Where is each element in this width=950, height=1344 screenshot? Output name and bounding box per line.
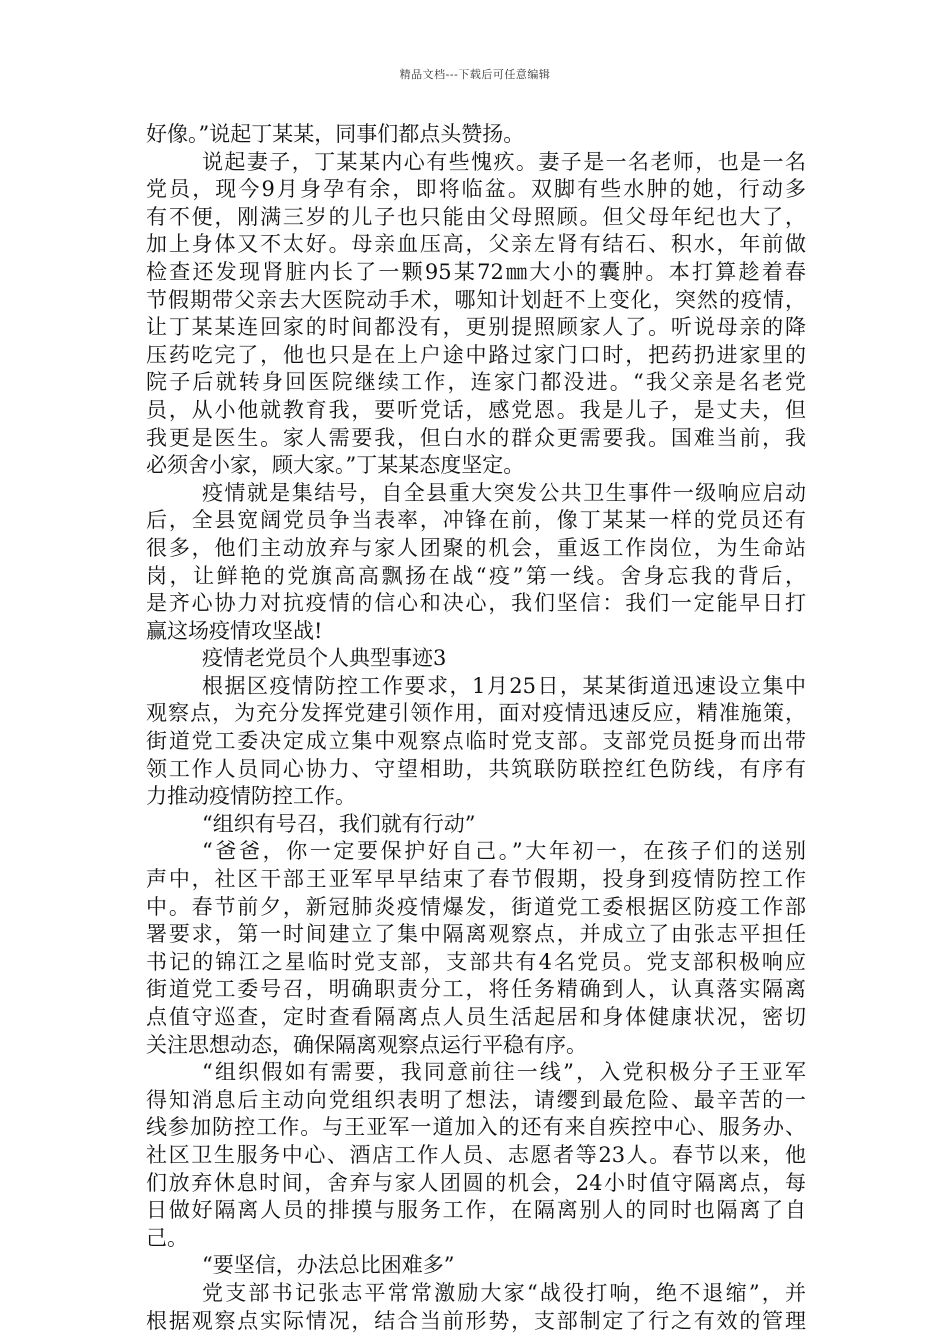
text-line: 街道党工委号召，明确职责分工，将任务精确到人，认真落实隔离 [146,977,806,1002]
text-line: 街道党工委决定成立集中观察点临时党支部。支部党员挺身而出带 [146,729,806,754]
text-line: “组织有号召，我们就有行动” [202,811,476,836]
text-line: 观察点，为充分发挥党建引领作用，面对疫情迅速反应，精准施策， [146,701,806,726]
text-line: 后，全县宽阔党员争当表率，冲锋在前，像丁某某一样的党员还有 [146,508,806,533]
text-line: 们放弃休息时间，舍弃与家人团圆的机会，24小时值守隔离点，每 [146,1170,806,1195]
text-line: 压药吃完了，他也只是在上户途中路过家门口时，把药扔进家里的 [146,342,806,367]
text-line: 线参加防控工作。与王亚军一道加入的还有来自疾控中心、服务办、 [146,1115,806,1140]
text-line: 根据观察点实际情况，结合当前形势，支部制定了行之有效的管理 [146,1308,806,1333]
text-line: 有不便，刚满三岁的儿子也只能由父母照顾。但父母年纪也大了， [146,204,806,229]
text-line: 节假期带父亲去大医院动手术，哪知计划赶不上变化，突然的疫情， [146,287,806,312]
text-line: 员，从小他就教育我，要听党话，感党恩。我是儿子，是丈夫，但 [146,397,806,422]
text-line: 疫情老党员个人典型事迹3 [202,646,447,671]
text-line: 点值守巡查，定时查看隔离点人员生活起居和身体健康状况，密切 [146,1005,806,1029]
document-body [146,121,806,1335]
text-line: 根据区疫情防控工作要求，1月25日，某某街道迅速设立集中 [202,673,806,698]
text-line: 己。 [146,1225,188,1250]
text-line: 检查还发现肾脏内长了一颗95某72㎜大小的囊肿。本打算趁着春 [146,259,806,284]
text-line: 声中，社区干部王亚军早早结束了春节假期，投身到疫情防控工作 [146,867,806,892]
text-line: 是齐心协力对抗疫情的信心和决心，我们坚信：我们一定能早日打 [146,591,806,616]
page-header: 精品文档---下载后可任意编辑 [399,68,551,81]
text-line: 党员，现今9月身孕有余，即将临盆。双脚有些水肿的她，行动多 [146,177,806,202]
text-line: 好像。”说起丁某某，同事们都点头赞扬。 [146,122,525,146]
text-line: 很多，他们主动放弃与家人团聚的机会，重返工作岗位，为生命站 [146,535,806,560]
text-line: 加上身体又不太好。母亲血压高，父亲左肾有结石、积水，年前做 [146,232,806,257]
text-line: 中。春节前夕，新冠肺炎疫情爆发，街道党工委根据区防疫工作部 [146,894,806,919]
text-line: “要坚信，办法总比困难多” [202,1253,455,1278]
text-line: 必须舍小家，顾大家。”丁某某态度坚定。 [146,453,525,478]
text-line: 领工作人员同心协力、守望相助，共筑联防联控红色防线，有序有 [146,756,806,781]
text-line: 院子后就转身回医院继续工作，连家门都没进。“我父亲是名老党 [146,370,806,395]
text-line: 日做好隔离人员的排摸与服务工作，在隔离别人的同时也隔离了自 [146,1198,806,1223]
text-line: 得知消息后主动向党组织表明了想法，请缨到最危险、最辛苦的一 [146,1087,806,1112]
text-line: 书记的锦江之星临时党支部，支部共有4名党员。党支部积极响应 [146,949,806,974]
text-line: 赢这场疫情攻坚战! [146,618,323,643]
text-line: “组织假如有需要，我同意前往一线”，入党积极分子王亚军 [202,1060,806,1085]
text-line: 关注思想动态，确保隔离观察点运行平稳有序。 [146,1032,587,1057]
text-line: “爸爸，你一定要保护好自己。”大年初一，在孩子们的送别 [202,839,806,864]
text-line: 我更是医生。家人需要我，但白水的群众更需要我。国难当前，我 [146,425,806,450]
text-line: 署要求，第一时间建立了集中隔离观察点，并成立了由张志平担任 [146,922,806,947]
text-line: 党支部书记张志平常常激励大家“战役打响，绝不退缩”，并 [202,1280,806,1305]
text-line: 说起妻子，丁某某内心有些愧疚。妻子是一名老师，也是一名 [202,149,806,174]
text-line: 社区卫生服务中心、酒店工作人员、志愿者等23人。春节以来，他 [146,1142,806,1167]
text-line: 让丁某某连回家的时间都没有，更别提照顾家人了。听说母亲的降 [146,315,806,340]
text-line: 力推动疫情防控工作。 [146,784,356,809]
text-line: 岗，让鲜艳的党旗高高飘扬在战“疫”第一线。舍身忘我的背后， [146,563,806,588]
text-line: 疫情就是集结号，自全县重大突发公共卫生事件一级响应启动 [202,480,806,505]
